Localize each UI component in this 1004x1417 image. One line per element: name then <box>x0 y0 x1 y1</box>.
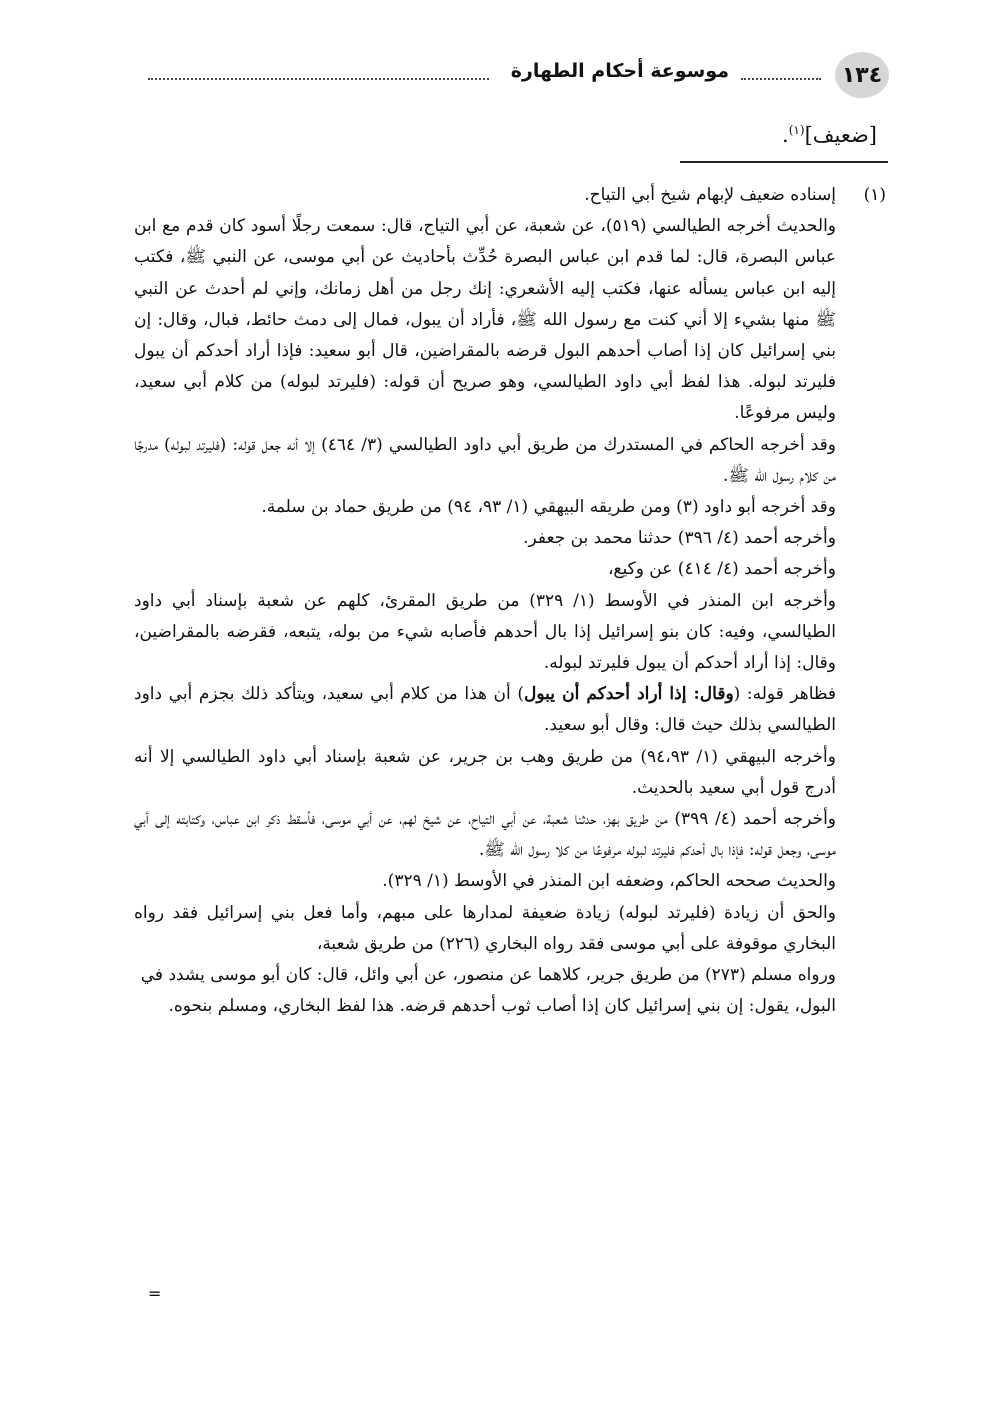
footnote-paragraph: إسناده ضعيف لإبهام شيخ أبي التياح. <box>584 185 836 205</box>
footnote-paragraph: وقد أخرجه أبو داود (٣) ومن طريقه البيهقي (١/ ٩٣، ٩٤) من طريق حماد بن سلمة. <box>261 497 836 518</box>
footnotes <box>134 180 886 1022</box>
footnote-body <box>134 180 836 1022</box>
footnote-paragraph-with-bold: فظاهر قوله: (وقال: إذا أراد أحدكم أن يبول) أن هذا من كلام أبي سعيد، ويتأكد ذلك بجزم أبي داود الطيالسي بذلك حيث قال: وقال أبو سعيد. <box>134 684 837 736</box>
footnote-paragraph: والحق أن زيادة (فليرتد لبوله) زيادة ضعيفة لمدارها على مبهم، وأما فعل بني إسرائيل فقد رواه البخاري موقوفة على أبي موسى فقد رواه البخاري (٢٢٦) من طريق شعبة، <box>134 902 836 954</box>
continuation-mark: = <box>148 1284 162 1303</box>
page-number-badge: ١٣٤ <box>835 52 889 98</box>
footnote-paragraph: وأخرجه أحمد (٤/ ٣٩٩) من طريق بهز، حدثنا شعبة، عن أبي التياح، عن شيخ لهم، عن أبي موسى، فأسقط ذكر ابن عباس، وكتابته إلى أبي موسى، وجعل قوله: فإذا بال أحدكم فليرتد لبوله مرفوعًا من كلا رسول الله ﷺ. <box>134 809 837 861</box>
footnote-paragraph: وأخرجه البيهقي (١/ ٩٤،٩٣) من طريق وهب بن جرير، عن شعبة بإسناد أبي داود الطيالسي إلا أنه أدرج قول أبي سعيد بالحديث. <box>134 746 836 798</box>
main-text-period: . <box>782 123 789 147</box>
running-title: موسوعة أحكام الطهارة <box>510 60 729 82</box>
footnote-paragraph: والحديث صححه الحاكم، وضعفه ابن المنذر في الأوسط (١/ ٣٢٩). <box>382 871 836 892</box>
header-dotted-leader-right <box>741 78 821 80</box>
footnote-paragraph: وأخرجه أحمد (٤/ ٤١٤) عن وكيع، <box>607 559 836 580</box>
footnote-paragraph: وأخرجه ابن المنذر في الأوسط (١/ ٣٢٩) من طريق المقرئ، كلهم عن شعبة بإسناد أبي داود الطيالسي، وفيه: كان بنو إسرائيل إذا بال أحدهم فأصابه شيء من بوله، يتبعه، فقرضه بالمقراضين، وقال: إذا أراد أحدكم أن يبول فليرتد لبوله. <box>134 590 837 674</box>
main-text <box>782 112 877 153</box>
footnote-paragraph: وقد أخرجه الحاكم في المستدرك من طريق أبي داود الطيالسي (٣/ ٤٦٤) إلا أنه جعل قوله: (فليرتد لبوله) مدرجًا من كلام رسول الله ﷺ. <box>134 434 836 486</box>
grade-text: [ضعيف] <box>804 123 877 147</box>
bold-quote: وقال: إذا أراد أحدكم أن يبول <box>524 684 734 705</box>
footnote-paragraph: ورواه مسلم (٢٧٣) من طريق جرير، كلاهما عن منصور، عن أبي وائل، قال: كان أبو موسى يشدد في البول، يقول: إن بني إسرائيل كان إذا أصاب ثوب أحدهم قرضه. هذا لفظ البخاري، ومسلم بنحوه. <box>140 965 836 1017</box>
footnote-separator <box>680 161 888 163</box>
footnote-reference[interactable]: (١) <box>788 123 805 137</box>
footnote-paragraph: والحديث أخرجه الطيالسي (٥١٩)، عن شعبة، عن أبي التياح، قال: سمعت رجلًا أسود كان قدم مع ابن عباس البصرة، قال: لما قدم ابن عباس البصرة حُدِّث بأحاديث عن أبي موسى، عن النبي ﷺ، فكتب إليه ابن عباس يسأله عنها، فكتب إليه الأشعري: إنك رجل من أهل زمانك، وإني لم أحدث عن النبي ﷺ منها بشيء إلا أني كنت مع رسول الله ﷺ، فأراد أن يبول، فمال إلى دمث حائط، فبال، وقال: إن بني إسرائيل كان إذا أصاب أحدهم البول قرضه بالمقراضين، قال أبو سعيد: فإذا أراد أحدكم أن يبول فليرتد لبوله. هذا لفظ أبي داود الطيالسي، وهو صريح أن قوله: (فليرتد لبوله) من كلام أبي سعيد، وليس مرفوعًا. <box>134 216 836 424</box>
footnote-marker: (١) <box>863 185 886 205</box>
header-dotted-leader-left <box>148 78 489 80</box>
page-header <box>140 52 889 94</box>
footnote-paragraph: وأخرجه أحمد (٤/ ٣٩٦) حدثنا محمد بن جعفر. <box>523 528 836 549</box>
